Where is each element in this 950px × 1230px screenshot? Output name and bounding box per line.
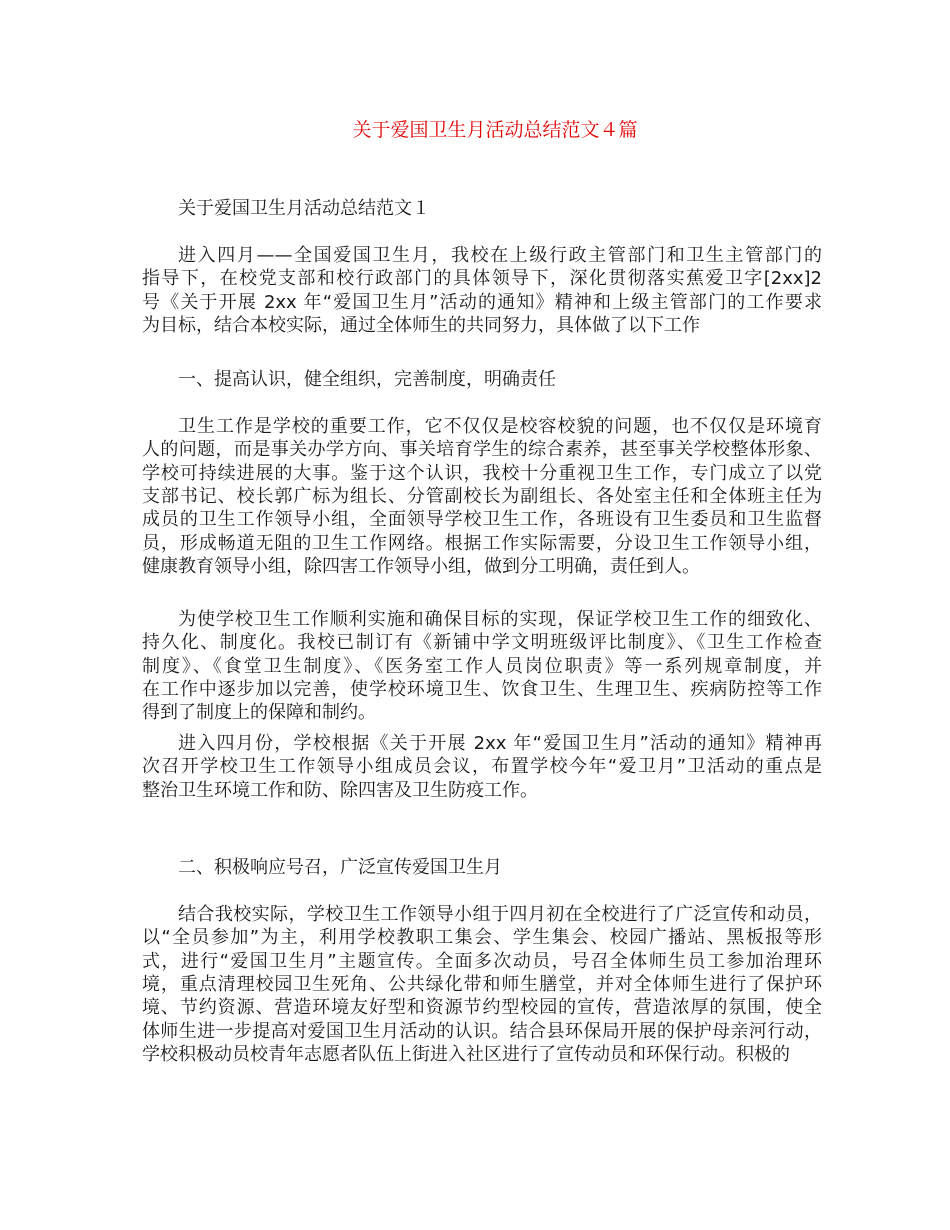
document-title: 关于爱国卫生月活动总结范文４篇: [352, 119, 638, 141]
paragraph-line: 号《关于开展 2xx 年“爱国卫生月”活动的通知》精神和上级主管部门的工作要求: [142, 292, 822, 313]
paragraph-line: 体师生进一步提高对爱国卫生月活动的认识。结合县环保局开展的保护母亲河行动，: [142, 1021, 822, 1042]
paragraph-line: 卫生工作是学校的重要工作，它不仅仅是校容校貌的问题，也不仅仅是环境育: [178, 416, 822, 437]
paragraph-line: 健康教育领导小组，除四害工作领导小组，做到分工明确，责任到人。: [142, 556, 700, 577]
paragraph-line: 在工作中逐步加以完善，使学校环境卫生、饮食卫生、生理卫生、疾病防控等工作: [142, 679, 822, 700]
section-heading: 二、积极响应号召，广泛宣传爱国卫生月: [178, 857, 502, 878]
paragraph-line: 结合我校实际，学校卫生工作领导小组于四月初在全校进行了广泛宣传和动员，: [178, 904, 822, 925]
paragraph-line: 以“全员参加”为主，利用学校教职工集会、学生集会、校园广播站、黑板报等形: [142, 927, 822, 948]
paragraph-line: 持久化、制度化。我校已制订有《新铺中学文明班级评比制度》、《卫生工作检查: [142, 632, 822, 653]
paragraph-line: 员，形成畅道无阻的卫生工作网络。根据工作实际需要，分设卫生工作领导小组，: [142, 533, 822, 554]
paragraph-line: 制度》、《食堂卫生制度》、《医务室工作人员岗位职责》等一系列规章制度，并: [142, 656, 822, 677]
paragraph-line: 学校可持续进展的大事。鉴于这个认识，我校十分重视卫生工作，专门成立了以党: [142, 463, 822, 484]
paragraph-line: 成员的卫生工作领导小组，全面领导学校卫生工作，各班设有卫生委员和卫生监督: [142, 509, 822, 530]
paragraph-line: 进入四月份，学校根据《关于开展 2xx 年“爱国卫生月”活动的通知》精神再: [178, 733, 822, 754]
paragraph-line: 为目标，结合本校实际，通过全体师生的共同努力，具体做了以下工作: [142, 315, 700, 336]
paragraph-line: 式，进行“爱国卫生月”主题宣传。全面多次动员，号召全体师生员工参加治理环: [142, 951, 822, 972]
paragraph-line: 得到了制度上的保障和制约。: [142, 702, 376, 723]
paragraph-line: 次召开学校卫生工作领导小组成员会议，布置学校今年“爱卫月”卫活动的重点是: [142, 756, 822, 777]
section-subtitle: 关于爱国卫生月活动总结范文１: [178, 198, 430, 219]
section-heading: 一、提高认识，健全组织，完善制度，明确责任: [178, 369, 556, 390]
paragraph-line: 境，重点清理校园卫生死角、公共绿化带和师生膳堂，并对全体师生进行了保护环: [142, 974, 822, 995]
paragraph-line: 境、节约资源、营造环境友好型和资源节约型校园的宣传，营造浓厚的氛围，使全: [142, 997, 822, 1018]
paragraph-line: 整治卫生环境工作和防、除四害及卫生防疫工作。: [142, 780, 538, 801]
paragraph-line: 学校积极动员校青年志愿者队伍上街进入社区进行了宣传动员和环保行动。积极的: [142, 1044, 790, 1065]
paragraph-line: 为使学校卫生工作顺利实施和确保目标的实现，保证学校卫生工作的细致化、: [178, 609, 822, 630]
paragraph-line: 支部书记、校长郭广标为组长、分管副校长为副组长、各处室主任和全体班主任为: [142, 486, 822, 507]
paragraph-line: 进入四月——全国爱国卫生月，我校在上级行政主管部门和卫生主管部门的: [178, 245, 822, 266]
paragraph-line: 指导下，在校党支部和校行政部门的具体领导下，深化贯彻落实蕉爱卫字[2xx]2: [142, 268, 822, 289]
paragraph-line: 人的问题，而是事关办学方向、事关培育学生的综合素养，甚至事关学校整体形象、: [142, 439, 822, 460]
